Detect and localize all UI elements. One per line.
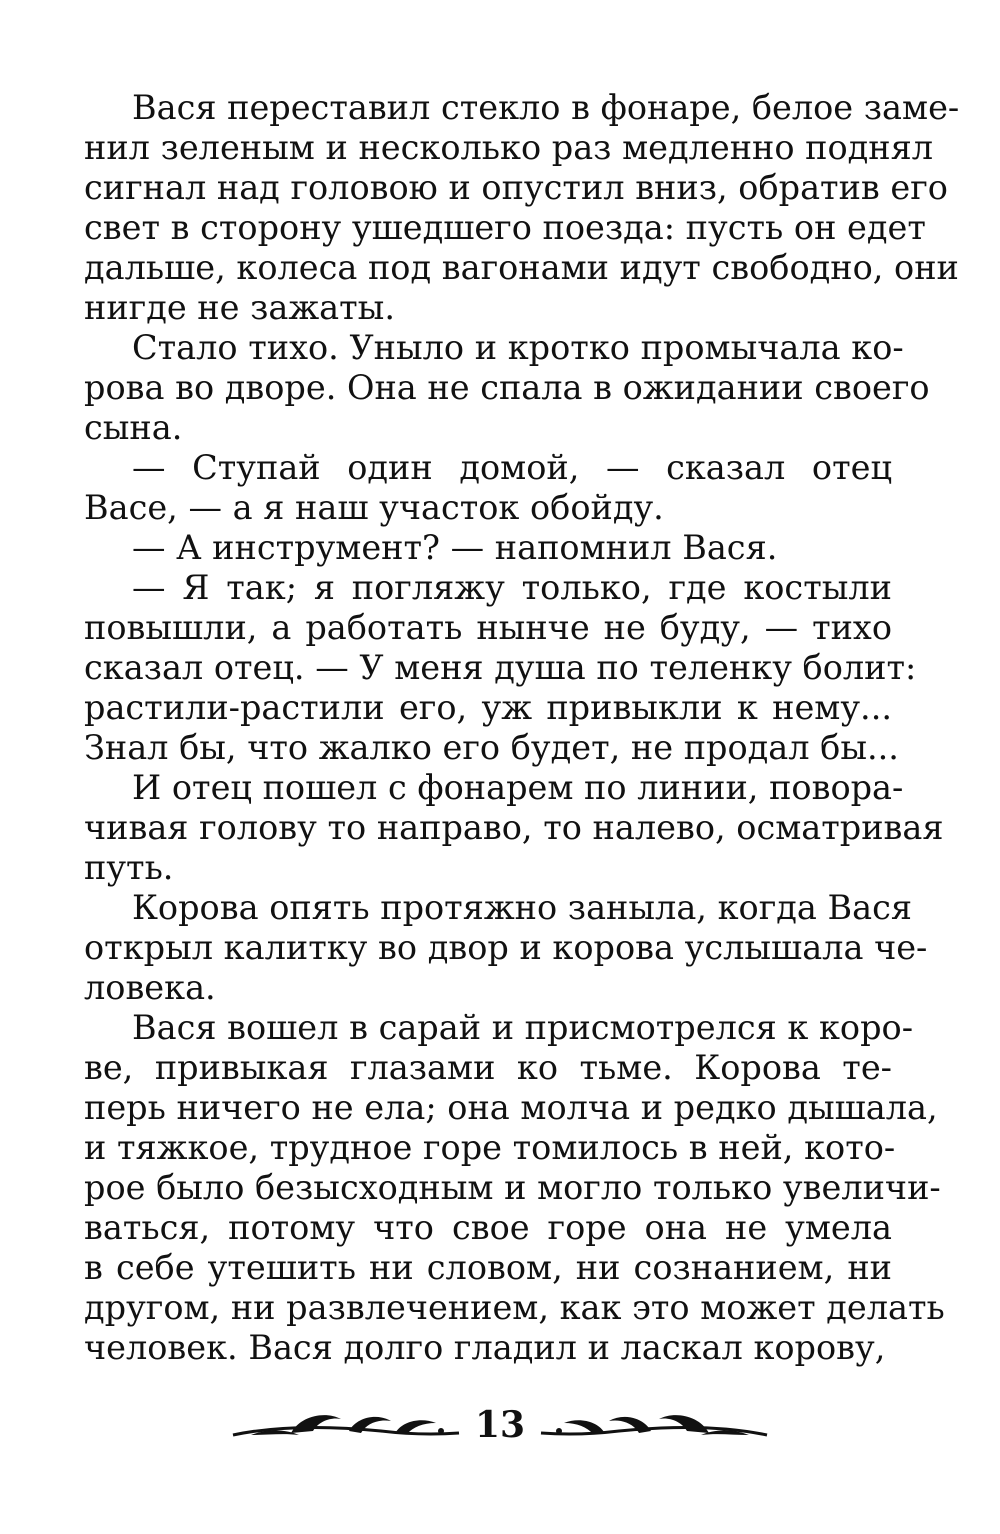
text-line: дальше, колеса под вагонами идут свободно, они: [84, 248, 959, 287]
text-line: Стало тихо. Уныло и кротко промычала ко-: [132, 328, 904, 367]
paragraph: [84, 1008, 945, 1368]
text-line: рое было безысходным и могло только увеличи-: [84, 1168, 941, 1207]
text-line: сказал отец. — У меня душа по теленку болит:: [84, 648, 917, 687]
text-line: Вася переставил стекло в фонаре, белое заме-: [132, 88, 960, 127]
text-line: Вася вошел в сарай и присмотрелся к коро-: [132, 1008, 914, 1047]
text-line: ловека.: [84, 968, 216, 1007]
paragraph: [84, 888, 928, 1008]
text-line: в себе утешить ни словом, ни сознанием, ни: [84, 1248, 892, 1287]
paragraph: [84, 528, 892, 568]
text-line: растили-растили его, уж привыкли к нему...: [84, 688, 892, 727]
text-line: — Я так; я погляжу только, где костыли: [132, 568, 892, 607]
paragraph: [84, 568, 917, 768]
ornament-right-icon: [539, 1405, 769, 1445]
text-line: нигде не зажаты.: [84, 288, 395, 327]
text-line: повышли, а работать нынче не буду, — тихо: [84, 608, 892, 647]
text-line: — А инструмент? — напомнил Вася.: [132, 528, 778, 567]
text-line: путь.: [84, 848, 174, 887]
text-line: другом, ни развлечением, как это может делать: [84, 1288, 945, 1327]
paragraph: [84, 328, 930, 448]
paragraph: [84, 88, 960, 328]
text-line: открыл калитку во двор и корова услышала че-: [84, 928, 928, 967]
page-number: 13: [474, 1404, 526, 1446]
text-line: человек. Вася долго гладил и ласкал корову,: [84, 1328, 886, 1367]
text-line: Знал бы, что жалко его будет, не продал бы...: [84, 728, 899, 767]
text-line: нил зеленым и несколько раз медленно поднял: [84, 128, 934, 167]
paragraph: [84, 768, 944, 888]
text-column: [84, 88, 960, 1368]
text-line: свет в сторону ушедшего поезда: пусть он едет: [84, 208, 926, 247]
text-line: Корова опять протяжно заныла, когда Вася: [132, 888, 912, 927]
text-line: И отец пошел с фонарем по линии, повора-: [132, 768, 904, 807]
text-line: рова во дворе. Она не спала в ожидании своего: [84, 368, 930, 407]
text-line: — Ступай один домой, — сказал отец: [132, 448, 892, 487]
text-line: перь ничего не ела; она молча и редко дышала,: [84, 1088, 938, 1127]
text-line: ве, привыкая глазами ко тьме. Корова те-: [84, 1048, 892, 1087]
text-line: ваться, потому что свое горе она не умела: [84, 1208, 892, 1247]
paragraph: [84, 448, 892, 528]
text-line: сына.: [84, 408, 183, 447]
text-line: чивая голову то направо, то налево, осматривая: [84, 808, 944, 847]
text-line: сигнал над головою и опустил вниз, обратив его: [84, 168, 948, 207]
page-footer: [0, 1395, 1000, 1455]
text-line: и тяжкое, трудное горе томилось в ней, кото-: [84, 1128, 896, 1167]
ornament-left-icon: [231, 1405, 461, 1445]
page-body: [84, 88, 960, 1368]
text-line: Васе, — а я наш участок обойду.: [84, 488, 664, 527]
